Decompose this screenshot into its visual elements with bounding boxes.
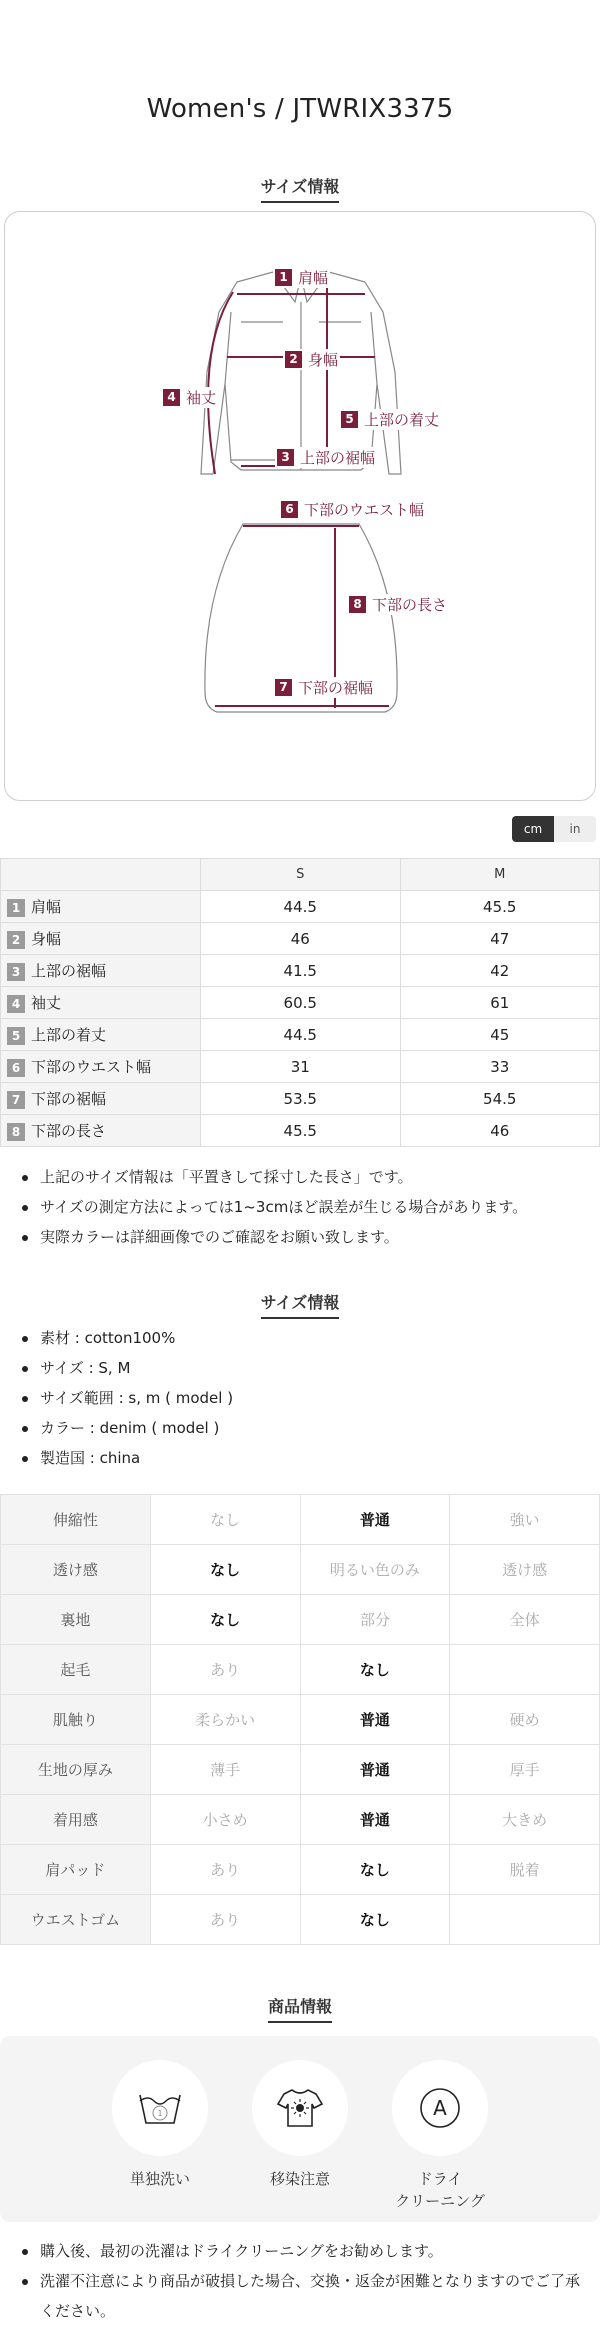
attribute-option: なし xyxy=(150,1545,300,1595)
attribute-option: 薄手 xyxy=(150,1745,300,1795)
row-label: 上部の裾幅 xyxy=(31,962,107,980)
cell-s: 60.5 xyxy=(201,987,401,1019)
size-table-corner xyxy=(1,859,201,891)
attribute-option: 部分 xyxy=(300,1595,450,1645)
unit-toggle xyxy=(512,816,596,842)
row-label: 下部の長さ xyxy=(31,1122,107,1140)
row-label: 袖丈 xyxy=(31,994,62,1012)
attribute-option: 普通 xyxy=(300,1495,450,1545)
attribute-name: 透け感 xyxy=(1,1545,151,1595)
attribute-option: なし xyxy=(150,1595,300,1645)
attribute-name: 裏地 xyxy=(1,1595,151,1645)
cell-m: 47 xyxy=(400,923,600,955)
size-table xyxy=(0,858,600,1147)
table-row: 3 上部の裾幅 41.5 42 xyxy=(1,955,600,987)
care-item-dye-transfer xyxy=(245,2060,355,2190)
table-row: 1 肩幅 44.5 45.5 xyxy=(1,891,600,923)
diagram-label-8: 8 下部の長さ xyxy=(347,594,449,615)
attribute-row xyxy=(1,1695,600,1745)
attribute-option: 小さめ xyxy=(150,1795,300,1845)
cell-s: 44.5 xyxy=(201,1019,401,1051)
care-panel xyxy=(0,2036,600,2222)
attribute-row xyxy=(1,1795,600,1845)
table-row: 4 袖丈 60.5 61 xyxy=(1,987,600,1019)
care-item-hand-wash xyxy=(105,2060,215,2190)
cell-m: 45 xyxy=(400,1019,600,1051)
attribute-name: ウエストゴム xyxy=(1,1895,151,1945)
unit-cm-button[interactable]: cm xyxy=(512,816,554,842)
list-item: サイズ範囲 : s, m ( model ) xyxy=(20,1383,590,1413)
attribute-option: 大きめ xyxy=(450,1795,600,1845)
attribute-row xyxy=(1,1545,600,1595)
list-item: カラー : denim ( model ) xyxy=(20,1413,590,1443)
table-row: 8 下部の長さ 45.5 46 xyxy=(1,1115,600,1147)
attribute-option: 硬め xyxy=(450,1695,600,1745)
attribute-option: 厚手 xyxy=(450,1745,600,1795)
list-item: 素材 : cotton100% xyxy=(20,1323,590,1353)
attribute-option: あり xyxy=(150,1895,300,1945)
unit-in-button[interactable]: in xyxy=(554,816,596,842)
care-label: ドライ クリーニング xyxy=(395,2170,485,2210)
attribute-name: 生地の厚み xyxy=(1,1745,151,1795)
product-section-heading: 商品情報 xyxy=(0,1994,600,2023)
spec-section-heading: サイズ情報 xyxy=(0,1290,600,1319)
attribute-option: 脱着 xyxy=(450,1845,600,1895)
diagram-label-5: 5 上部の着丈 xyxy=(339,409,441,430)
diagram-label-7: 7 下部の裾幅 xyxy=(273,677,375,698)
attribute-option: 普通 xyxy=(300,1795,450,1845)
row-label: 上部の着丈 xyxy=(31,1026,107,1044)
cell-m: 46 xyxy=(400,1115,600,1147)
care-label: 単独洗い xyxy=(129,2170,190,2188)
cell-s: 46 xyxy=(201,923,401,955)
attribute-name: 伸縮性 xyxy=(1,1495,151,1545)
table-row: 7 下部の裾幅 53.5 54.5 xyxy=(1,1083,600,1115)
cell-s: 31 xyxy=(201,1051,401,1083)
attribute-option: あり xyxy=(150,1645,300,1695)
attribute-row xyxy=(1,1745,600,1795)
list-item: 製造国 : china xyxy=(20,1443,590,1473)
attribute-option xyxy=(450,1895,600,1945)
svg-text:1: 1 xyxy=(157,2109,163,2118)
size-section-heading: サイズ情報 xyxy=(0,174,600,203)
attribute-option: なし xyxy=(300,1895,450,1945)
page-title: Women's / JTWRIX3375 xyxy=(146,94,454,124)
attribute-option: あり xyxy=(150,1845,300,1895)
cell-m: 45.5 xyxy=(400,891,600,923)
row-label: 肩幅 xyxy=(31,898,62,916)
care-item-dry-clean xyxy=(385,2060,495,2212)
row-label: 下部のウエスト幅 xyxy=(31,1058,152,1076)
cell-s: 41.5 xyxy=(201,955,401,987)
attribute-option: なし xyxy=(300,1845,450,1895)
dry-clean-symbol: A xyxy=(433,2096,447,2120)
product-notes xyxy=(20,2236,590,2326)
attribute-option: なし xyxy=(300,1645,450,1695)
table-row: 5 上部の着丈 44.5 45 xyxy=(1,1019,600,1051)
attribute-table xyxy=(0,1494,600,1945)
tshirt-dye-icon xyxy=(252,2060,348,2156)
size-diagram xyxy=(4,211,596,801)
dry-clean-icon xyxy=(392,2060,488,2156)
spec-list xyxy=(20,1323,590,1473)
cell-m: 61 xyxy=(400,987,600,1019)
cell-s: 53.5 xyxy=(201,1083,401,1115)
table-row: 2 身幅 46 47 xyxy=(1,923,600,955)
attribute-option: 柔らかい xyxy=(150,1695,300,1745)
list-item: 実際カラーは詳細画像でのご確認をお願い致します。 xyxy=(20,1222,590,1252)
diagram-label-3: 3 上部の裾幅 xyxy=(275,447,377,468)
attribute-name: 肌触り xyxy=(1,1695,151,1745)
cell-m: 54.5 xyxy=(400,1083,600,1115)
size-notes xyxy=(20,1162,590,1252)
list-item: サイズ : S, M xyxy=(20,1353,590,1383)
attribute-option: 普通 xyxy=(300,1695,450,1745)
attribute-row xyxy=(1,1845,600,1895)
attribute-option: 透け感 xyxy=(450,1545,600,1595)
list-item: 洗濯不注意により商品が破損した場合、交換・返金が困難となりますのでご了承ください。 xyxy=(20,2266,590,2326)
attribute-name: 起毛 xyxy=(1,1645,151,1695)
attribute-option: 明るい色のみ xyxy=(300,1545,450,1595)
size-column-s: S xyxy=(201,859,401,891)
attribute-option xyxy=(450,1645,600,1695)
cell-s: 44.5 xyxy=(201,891,401,923)
attribute-name: 肩パッド xyxy=(1,1845,151,1895)
attribute-option: 強い xyxy=(450,1495,600,1545)
attribute-option: 普通 xyxy=(300,1745,450,1795)
diagram-label-6: 6 下部のウエスト幅 xyxy=(279,499,426,520)
attribute-row xyxy=(1,1495,600,1545)
diagram-label-4: 4 袖丈 xyxy=(161,387,218,408)
attribute-row xyxy=(1,1895,600,1945)
attribute-name: 着用感 xyxy=(1,1795,151,1845)
attribute-row xyxy=(1,1645,600,1695)
table-row: 6 下部のウエスト幅 31 33 xyxy=(1,1051,600,1083)
cell-s: 45.5 xyxy=(201,1115,401,1147)
list-item: 購入後、最初の洗濯はドライクリーニングをお勧めします。 xyxy=(20,2236,590,2266)
cell-m: 33 xyxy=(400,1051,600,1083)
row-label: 下部の裾幅 xyxy=(31,1090,107,1108)
list-item: サイズの測定方法によっては1~3cmほど誤差が生じる場合があります。 xyxy=(20,1192,590,1222)
cell-m: 42 xyxy=(400,955,600,987)
attribute-option: なし xyxy=(150,1495,300,1545)
row-label: 身幅 xyxy=(31,930,62,948)
list-item: 上記のサイズ情報は「平置きして採寸した長さ」です。 xyxy=(20,1162,590,1192)
attribute-option: 全体 xyxy=(450,1595,600,1645)
hand-wash-icon xyxy=(112,2060,208,2156)
diagram-label-2: 2 身幅 xyxy=(283,349,340,370)
size-column-m: M xyxy=(400,859,600,891)
care-label: 移染注意 xyxy=(269,2170,330,2188)
attribute-row xyxy=(1,1595,600,1645)
diagram-label-1: 1 肩幅 xyxy=(273,267,330,288)
